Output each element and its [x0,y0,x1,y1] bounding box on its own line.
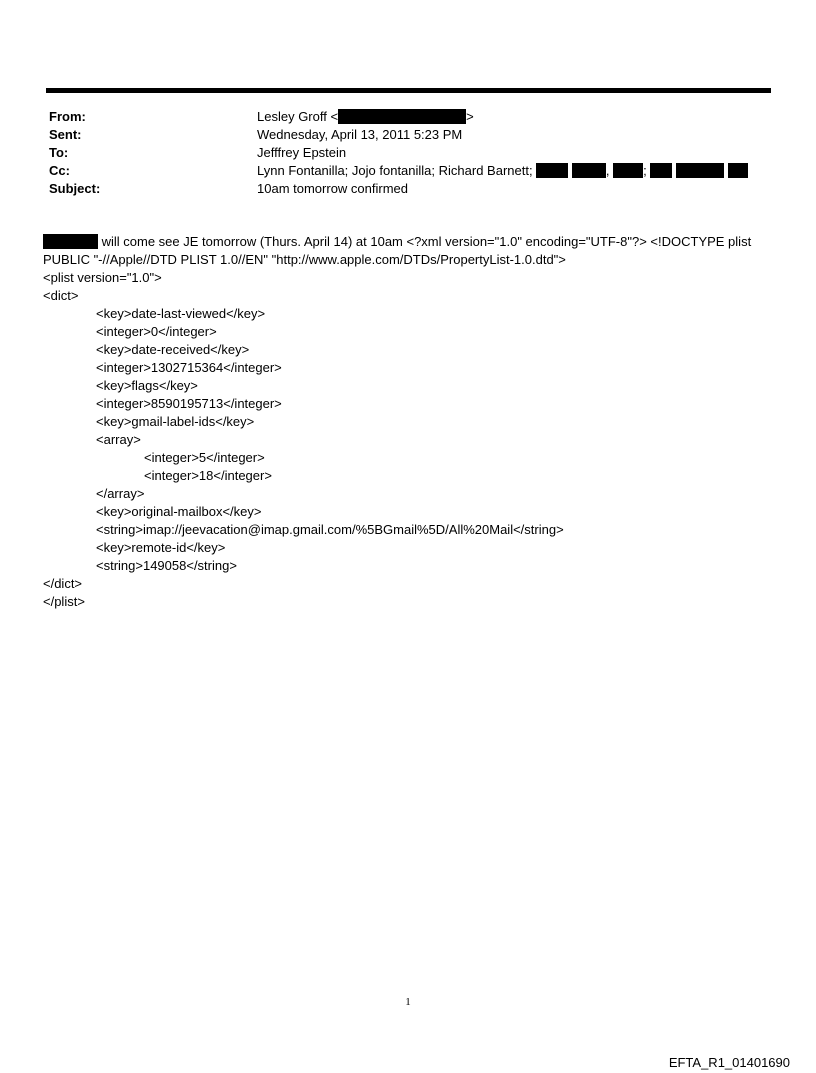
subject-label: Subject: [49,181,101,196]
redaction-box [43,234,98,249]
cc-row [49,162,779,180]
cc-value [257,162,748,180]
body-intro-text: will come see JE tomorrow (Thurs. April 14) at 10am <?xml version="1.0" encoding="UTF-8"?> <!DOCTYPE plist PUBLIC "-//Apple//DTD PLIST 1.0//EN" "http://www.apple.com/DTDs/PropertyList-1.0.dtd"> [43,234,752,267]
body-intro [43,233,783,269]
to-label: To: [49,145,69,160]
to-row [49,144,779,162]
plist-line: <array> [96,432,141,447]
plist-line: <integer>0</integer> [96,324,217,339]
cc-separator: , [605,163,610,178]
from-value [257,108,474,126]
plist-line: <integer>5</integer> [144,450,265,465]
from-name: Lesley Groff < [257,109,339,124]
plist-line: <key>date-last-viewed</key> [96,306,266,321]
plist-line: <integer>1302715364</integer> [96,360,282,375]
redaction-box [650,163,672,178]
plist-line: </array> [96,486,145,501]
from-close: > [466,109,474,124]
from-row [49,108,779,126]
plist-line: <dict> [43,288,79,303]
redaction-box [536,163,568,178]
plist-line: <integer>8590195713</integer> [96,396,282,411]
cc-separator: ; [643,163,647,178]
bates-number: EFTA_R1_01401690 [668,1055,790,1070]
page-number: 1 [405,996,411,1008]
subject-value: 10am tomorrow confirmed [257,181,408,196]
plist-line: <key>remote-id</key> [96,540,226,555]
plist-line: <key>date-received</key> [96,342,250,357]
plist-line: <plist version="1.0"> [43,270,162,285]
plist-line: <string>149058</string> [96,558,237,573]
email-header [49,108,779,198]
cc-names: Lynn Fontanilla; Jojo fontanilla; Richard Barnett; [257,163,533,178]
plist-line: <key>original-mailbox</key> [96,504,262,519]
plist-line: <key>flags</key> [96,378,198,393]
sent-value: Wednesday, April 13, 2011 5:23 PM [257,127,463,142]
header-rule [46,88,771,93]
subject-row [49,180,779,198]
plist-line: <integer>18</integer> [144,468,272,483]
cc-label: Cc: [49,163,70,178]
plist-line: <string>imap://jeevacation@imap.gmail.com/%5BGmail%5D/All%20Mail</string> [96,522,564,537]
redaction-box [728,163,748,178]
plist-line: <key>gmail-label-ids</key> [96,414,255,429]
sent-label: Sent: [49,127,82,142]
sent-row [49,126,779,144]
redaction-box [676,163,724,178]
to-value: Jefffrey Epstein [257,145,347,160]
plist-line: </plist> [43,594,85,609]
redaction-box [572,163,606,178]
from-label: From: [49,109,86,124]
redaction-box [613,163,643,178]
plist-line: </dict> [43,576,83,591]
redaction-box [338,109,466,124]
email-body [43,233,783,611]
